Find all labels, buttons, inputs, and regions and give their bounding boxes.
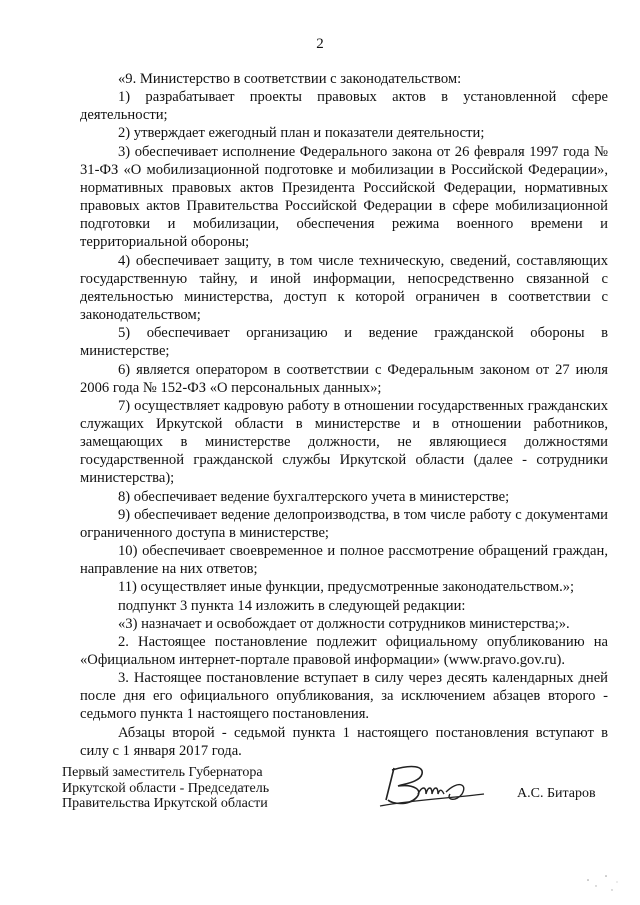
paragraph: 11) осуществляет иные функции, предусмотренные законодательством.»; [118, 579, 575, 596]
paragraph: Абзацы второй - седьмой пункта 1 настоящего постановления вступают в силу с 1 января 2017 года. [80, 724, 608, 759]
paragraph: 3) обеспечивает исполнение Федерального закона от 26 февраля 1997 года № 31-ФЗ «О мобилизационной подготовке и мобилизации в Российской Федерации», нормативных правовых актов Президента Российской Федерации, нормативных правовых актов Правительства Российской Федерации в сфере мобилизационной подготовки и мобилизации, обеспечения режима военного времени и территориальной обороны; [80, 143, 608, 251]
paragraph: 5) обеспечивает организацию и ведение гражданской обороны в министерстве; [80, 325, 608, 360]
signatory-position [62, 765, 269, 812]
paragraph: 4) обеспечивает защиту, в том числе техническую, сведений, составляющих государственную тайну, и иной информации, непосредственно связанной с деятельностью министерства, доступ к которой ограничен в соответствии с законодательством; [80, 252, 608, 324]
paragraph: 1) разрабатывает проекты правовых актов в установленной сфере деятельности; [80, 89, 608, 124]
handwritten-signature [372, 760, 490, 822]
paragraph: 8) обеспечивает ведение бухгалтерского учета в министерстве; [118, 488, 510, 505]
paragraph: «9. Министерство в соответствии с законодательством: [118, 71, 462, 87]
paragraph: 10) обеспечивает своевременное и полное рассмотрение обращений граждан, направление на них ответов; [80, 543, 608, 578]
paragraph: 2. Настоящее постановление подлежит официальному опубликованию на «Официальном интернет-портале правовой информации» (www.pravo.gov.ru). [80, 633, 608, 668]
signatory-position-line: Первый заместитель Губернатора [62, 765, 263, 780]
signatory-position-line: Правительства Иркутской области [62, 796, 268, 811]
paragraph: 9) обеспечивает ведение делопроизводства, в том числе работу с документами ограниченного доступа в министерстве; [80, 506, 608, 541]
paragraph: 7) осуществляет кадровую работу в отношении государственных гражданских служащих Иркутской области в министерстве и в отношении работников, замещающих в министерстве должности, не являющиеся должностями государственной гражданской службы Иркутской области (далее - сотрудники министерства); [80, 397, 608, 487]
document-body [80, 70, 608, 760]
paragraph: «3) назначает и освобождает от должности сотрудников министерства;». [118, 615, 570, 632]
page-number: 2 [316, 36, 324, 52]
scan-artifact [582, 866, 622, 896]
signatory-name: А.С. Битаров [517, 786, 596, 801]
signatory-position-line: Иркутской области - Председатель [62, 780, 270, 796]
paragraph: 6) является оператором в соответствии с Федеральным законом от 27 июля 2006 года № 152-ФЗ «О персональных данных»; [80, 361, 608, 396]
paragraph: 2) утверждает ежегодный план и показатели деятельности; [118, 125, 485, 142]
paragraph: 3. Настоящее постановление вступает в силу через десять календарных дней после дня его официального опубликования, за исключением абзацев второго - седьмого пункта 1 настоящего постановления. [80, 670, 608, 723]
paragraph: подпункт 3 пункта 14 изложить в следующей редакции: [118, 597, 466, 614]
